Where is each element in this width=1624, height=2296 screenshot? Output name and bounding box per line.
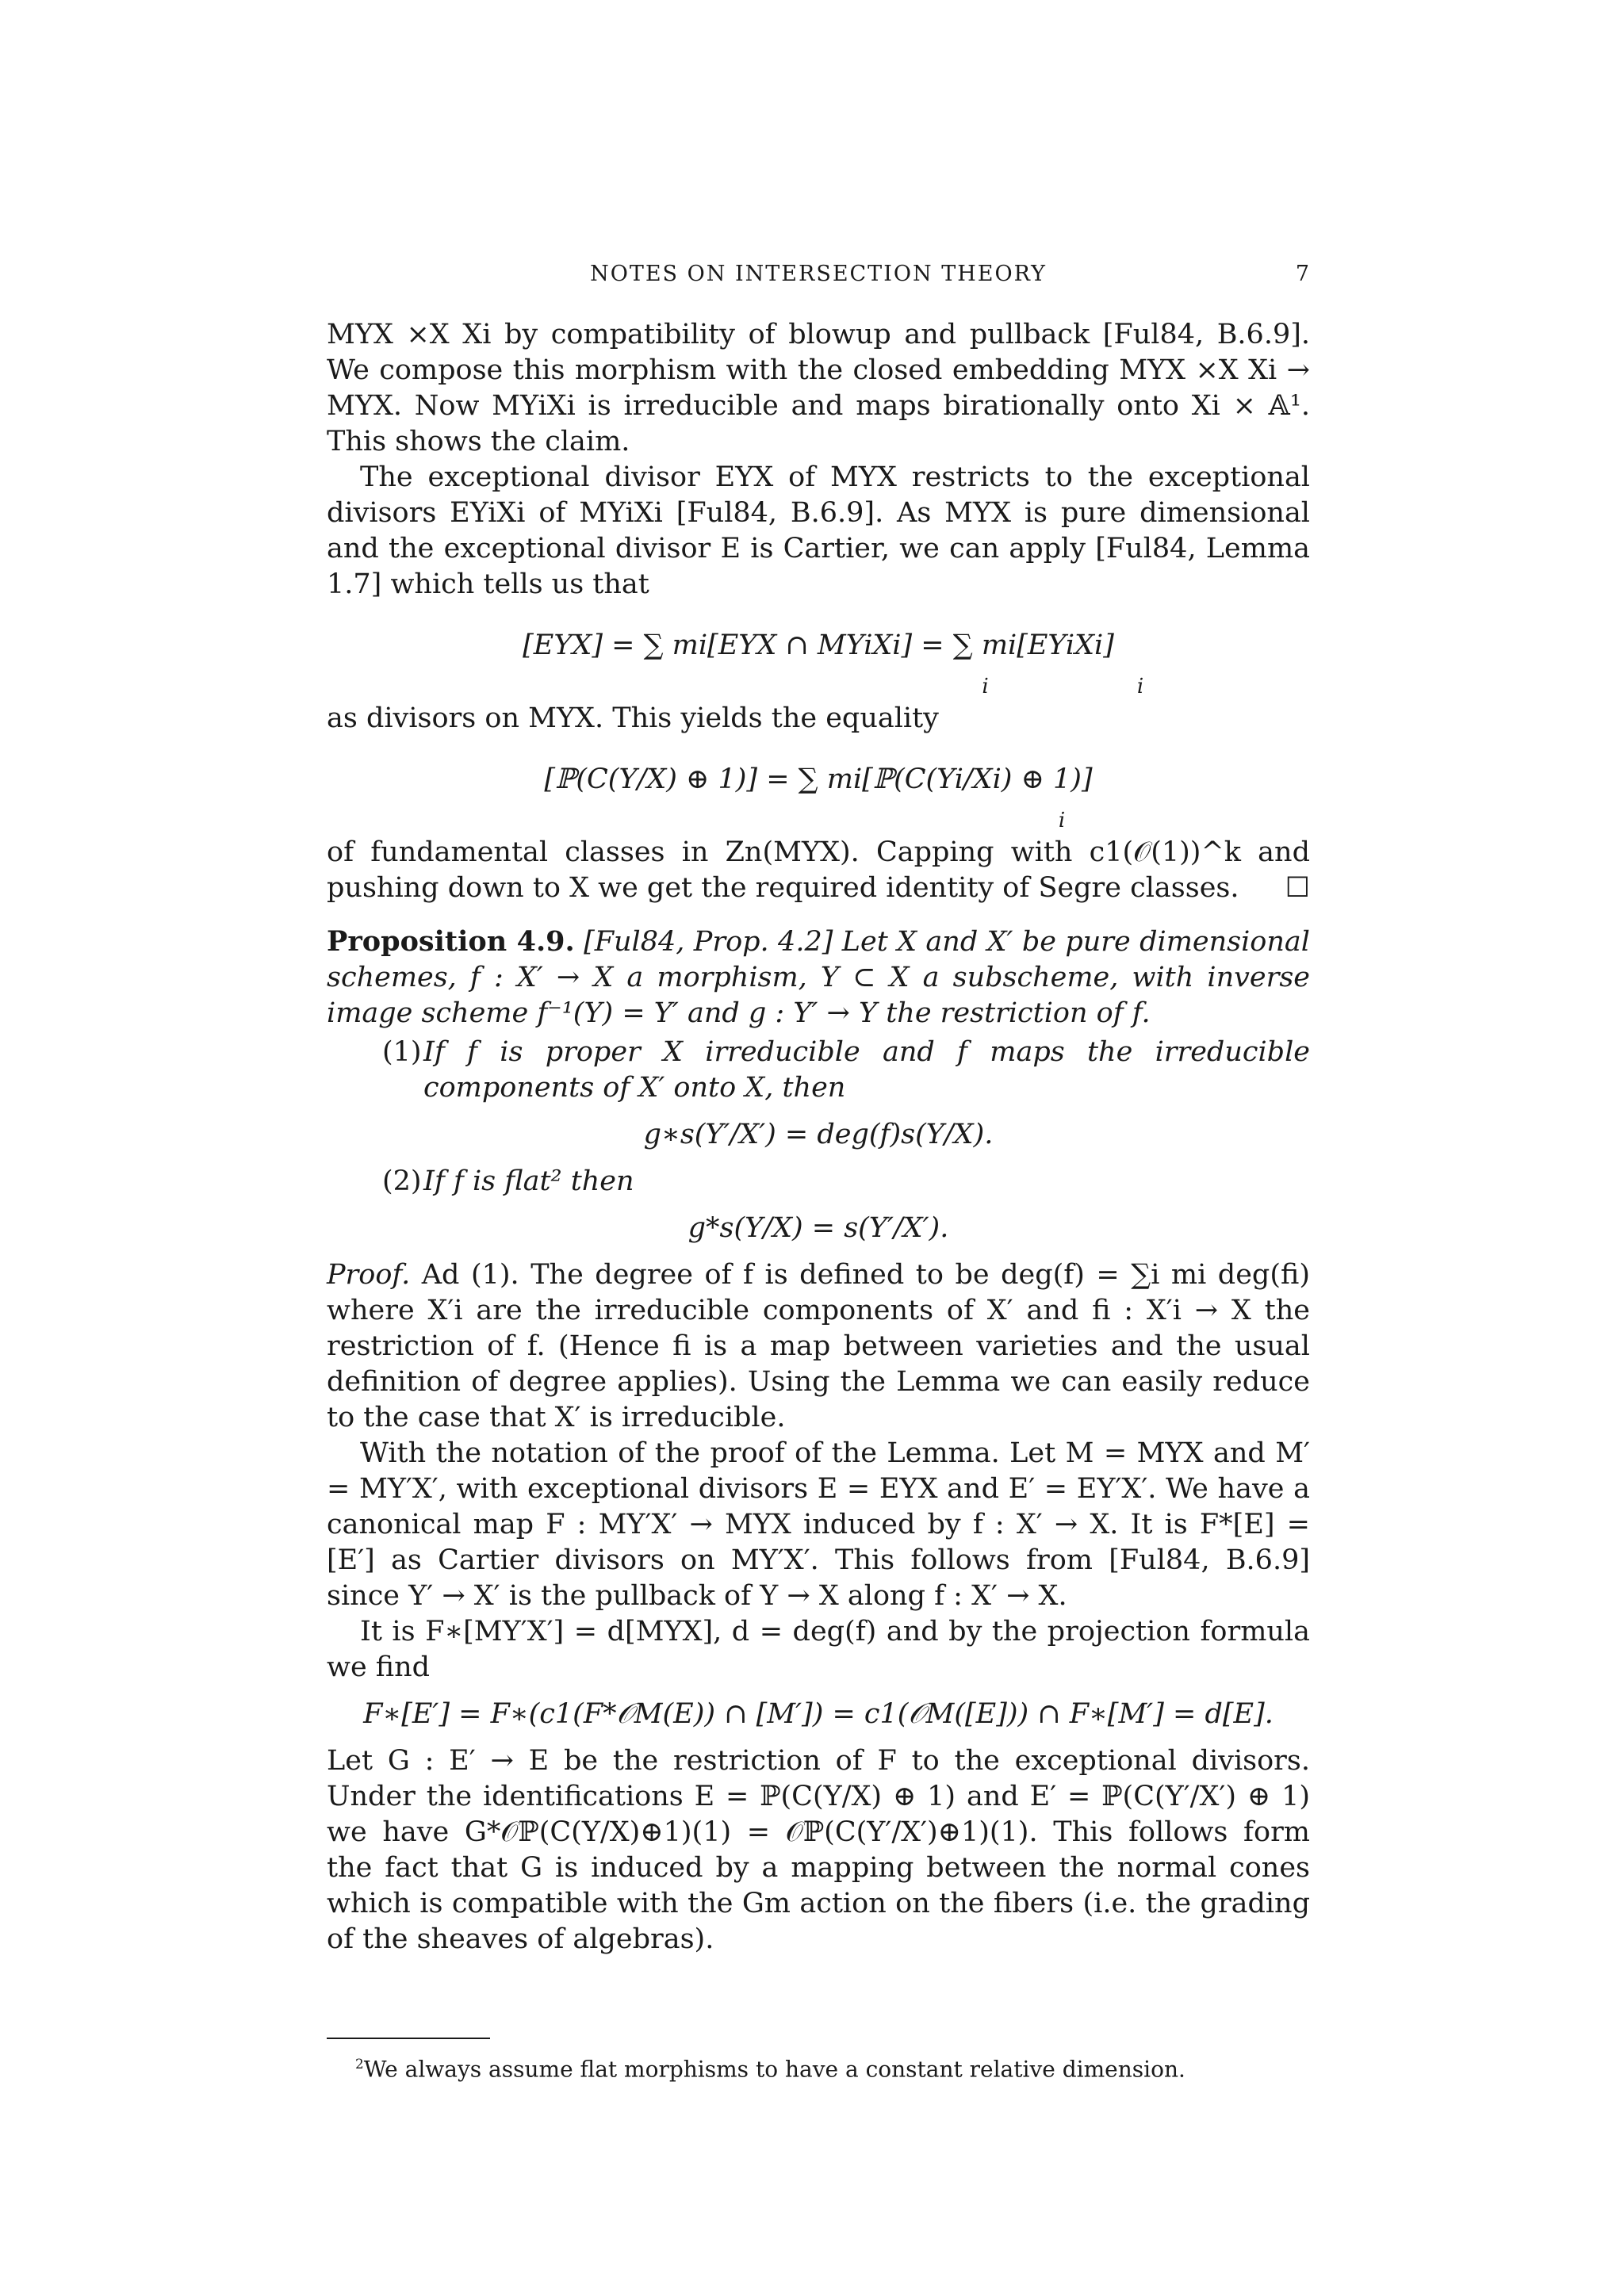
paragraph-text: Ad (1). The degree of f is defined to be deg(f) = ∑i mi deg(fi) where X′i are the irreducible components of X′ and fi : X′i → X the restriction of f. (Hence fi is a map between varieties and the usual definition of degree applies). Using the Lemma we can easily reduce to the case that X′ is irreducible.: [327, 1259, 1310, 1433]
proposition: [327, 924, 1310, 1031]
equation-body: [EYX] = ∑ mi[EYX ∩ MYiXi] = ∑ mi[EYiXi]: [523, 629, 1114, 661]
list-item: [382, 1035, 1310, 1106]
paragraph: The exceptional divisor EYX of MYX restricts to the exceptional divisors EYiXi of MYiXi [Ful84, B.6.9]. As MYX is pure dimensional and the exceptional divisor E is Cartier, we can apply [Ful84, Lemma 1.7] which tells us that: [327, 461, 1310, 600]
equation-body: [ℙ(C(Y/X) ⊕ 1)] = ∑ mi[ℙ(C(Yi/Xi) ⊕ 1)]: [544, 763, 1093, 795]
summation-index: i: [1136, 675, 1144, 698]
list-item-text: If f is flat² then: [423, 1165, 634, 1197]
display-equation: [327, 748, 1310, 832]
footnote: [355, 2049, 1307, 2084]
list-item-text: If f is proper X irreducible and f maps the irreducible components of X′ onto X, then: [423, 1036, 1310, 1104]
page-number: 7: [1295, 262, 1310, 286]
proof-label: Proof.: [327, 1259, 411, 1291]
main-text: [327, 317, 1310, 1957]
display-equation: g∗s(Y′/X′) = deg(f)s(Y/X).: [643, 1119, 994, 1150]
running-title: NOTES ON INTERSECTION THEORY: [590, 262, 1047, 286]
footnote-rule: [327, 2038, 490, 2039]
display-equation: g*s(Y/X) = s(Y′/X′).: [688, 1212, 949, 1244]
display-equation: F∗[E′] = F∗(c1(F*𝒪M(E)) ∩ [M′]) = c1(𝒪M([E])) ∩ F∗[M′] = d[E].: [363, 1698, 1274, 1730]
proof-paragraph: [327, 1257, 1310, 1436]
list-item-number: (1): [382, 1036, 422, 1068]
summation-index: i: [982, 675, 989, 698]
display-equation: [327, 614, 1310, 698]
paragraph: [327, 835, 1310, 906]
paragraph: MYX ×X Xi by compatibility of blowup and pullback [Ful84, B.6.9]. We compose this morphism with the closed embedding MYX ×X Xi → MYX. Now MYiXi is irreducible and maps birationally onto Xi × 𝔸¹. This shows the claim.: [327, 319, 1310, 457]
paragraph: It is F∗[MY′X′] = d[MYX], d = deg(f) and by the projection formula we find: [327, 1616, 1310, 1683]
summation-index: i: [1058, 809, 1066, 832]
paragraph: as divisors on MYX. This yields the equality: [327, 702, 939, 734]
paragraph: Let G : E′ → E be the restriction of F to the exceptional divisors. Under the identifications E = ℙ(C(Y/X) ⊕ 1) and E′ = ℙ(C(Y′/X′) ⊕ 1) we have G*𝒪ℙ(C(Y/X)⊕1)(1) = 𝒪ℙ(C(Y′/X′)⊕1)(1). This follows form the fact that G is induced by a mapping between the normal cones which is compatible with the Gm action on the fibers (i.e. the grading of the sheaves of algebras).: [327, 1745, 1310, 1955]
proposition-statement: [Ful84, Prop. 4.2] Let X and X′ be pure dimensional schemes, f : X′ → X a morphism, Y ⊂ X a subscheme, with inverse image scheme f⁻¹(Y) = Y′ and g : Y′ → Y the restriction of f.: [327, 926, 1310, 1029]
list-item: [382, 1164, 1310, 1200]
paragraph-text: of fundamental classes in Zn(MYX). Capping with c1(𝒪(1))^k and pushing down to X we get the required identity of Segre classes.: [327, 836, 1310, 904]
qed-box-icon: ☐: [1285, 872, 1310, 904]
footnote-mark: 2: [355, 2056, 364, 2072]
proposition-label: Proposition 4.9.: [327, 925, 575, 958]
list-item-number: (2): [382, 1165, 422, 1197]
footnote-text: We always assume flat morphisms to have a constant relative dimension.: [363, 2056, 1185, 2083]
paragraph: With the notation of the proof of the Lemma. Let M = MYX and M′ = MY′X′, with exceptional divisors E = EYX and E′ = EY′X′. We have a canonical map F : MY′X′ → MYX induced by f : X′ → X. It is F*[E] = [E′] as Cartier divisors on MY′X′. This follows from [Ful84, B.6.9] since Y′ → X′ is the pullback of Y → X along f : X′ → X.: [327, 1437, 1310, 1612]
